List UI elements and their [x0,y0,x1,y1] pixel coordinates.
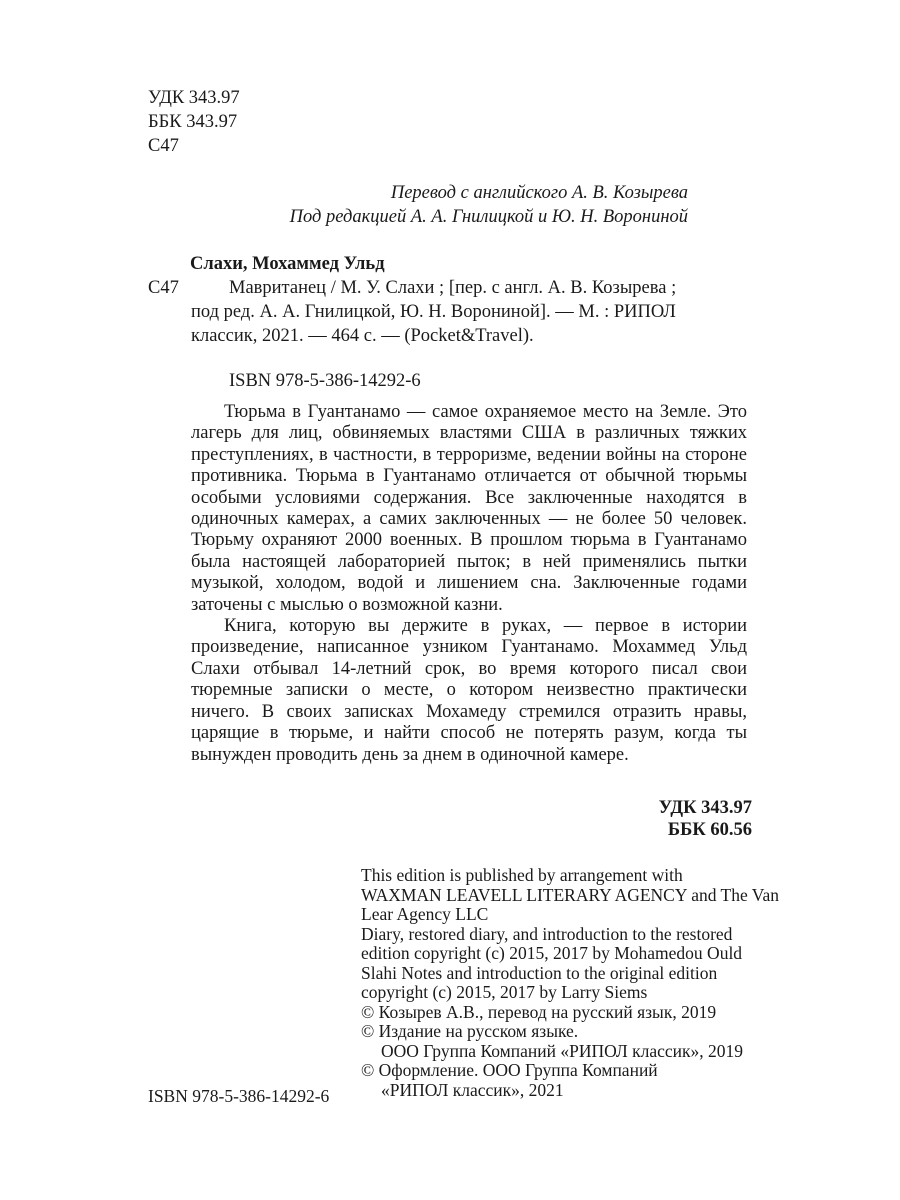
editing-credit: Под редакцией А. А. Гнилицкой и Ю. Н. Ворониной [289,207,688,227]
record-isbn: ISBN 978-5-386-14292-6 [229,371,421,391]
bottom-udk-code: УДК 343.97 [658,798,752,818]
record-line: под ред. А. А. Гнилицкой, Ю. Н. Ворониной]. — М. : РИПОЛ [191,302,676,322]
author-heading: Слахи, Мохаммед Ульд [190,254,385,274]
annotation [191,402,747,766]
rights-line: This edition is published by arrangement with [361,865,683,885]
rights-line: WAXMAN LEAVELL LITERARY AGENCY and The Van [361,884,780,905]
rights-line: Lear Agency LLC [361,904,489,924]
bottom-isbn: ISBN 978-5-386-14292-6 [148,1086,330,1106]
rights-line: ООО Группа Компаний «РИПОЛ классик», 2019 [381,1040,744,1061]
annotation-paragraph: Книга, которую вы держите в руках, — первое в истории произведение, написанное узником Гуантанамо. Мохаммед Ульд Слахи отбывал 14-летний срок, во время которого писал свои тюремные записки о месте, о котором неизвестно практически ничего. В своих записках Мохамеду стремился отразить нравы, царящие в тюрьме, и найти способ не потерять разум, когда ты вынужден проводить день за днем в одиночной камере. [191,616,747,765]
rights-line: © Оформление. ООО Группа Компаний [361,1060,658,1080]
bottom-bbk-code: ББК 60.56 [667,820,752,840]
annotation-paragraph: Тюрьма в Гуантанамо — самое охраняемое место на Земле. Это лагерь для лиц, обвиняемых властями США в различных тяжких преступлениях, в частности, в терроризме, ведении войны на стороне противника. Тюрьма в Гуантанамо отличается от обычной тюрьмы особыми условиями содержания. Все заключенные находятся в одиночных камерах, а самих заключенных — не более 50 человек. Тюрьму охраняют 2000 военных. В прошлом тюрьма в Гуантанамо была настоящей лабораторией пыток; в ней применялись пытки музыкой, холодом, водой и лишением сна. Заключенные годами заточены с мыслью о возможной казни. [191,402,747,615]
record-line: классик, 2021. — 464 с. — (Pocket&Travel). [191,326,534,346]
rights-line: Slahi Notes and introduction to the original edition [361,962,718,983]
rights-line: Diary, restored diary, and introduction to the restored [361,923,733,944]
rights-line: © Издание на русском языке. [361,1021,579,1041]
record-mark: С47 [148,278,179,298]
rights-block [361,866,779,1100]
author-mark: С47 [148,136,179,156]
rights-line: copyright (c) 2015, 2017 by Larry Siems [361,982,648,1002]
record-line: Мавританец / М. У. Слахи ; [пер. с англ. А. В. Козырева ; [229,278,677,298]
rights-line: «РИПОЛ классик», 2021 [381,1079,564,1100]
bbk-code: ББК 343.97 [148,112,238,132]
udk-code: УДК 343.97 [148,88,240,108]
translation-credit: Перевод с английского А. В. Козырева [390,183,688,203]
rights-line: edition copyright (c) 2015, 2017 by Mohamedou Ould [361,943,743,963]
rights-line: © Козырев А.В., перевод на русский язык, 2019 [361,1001,717,1022]
